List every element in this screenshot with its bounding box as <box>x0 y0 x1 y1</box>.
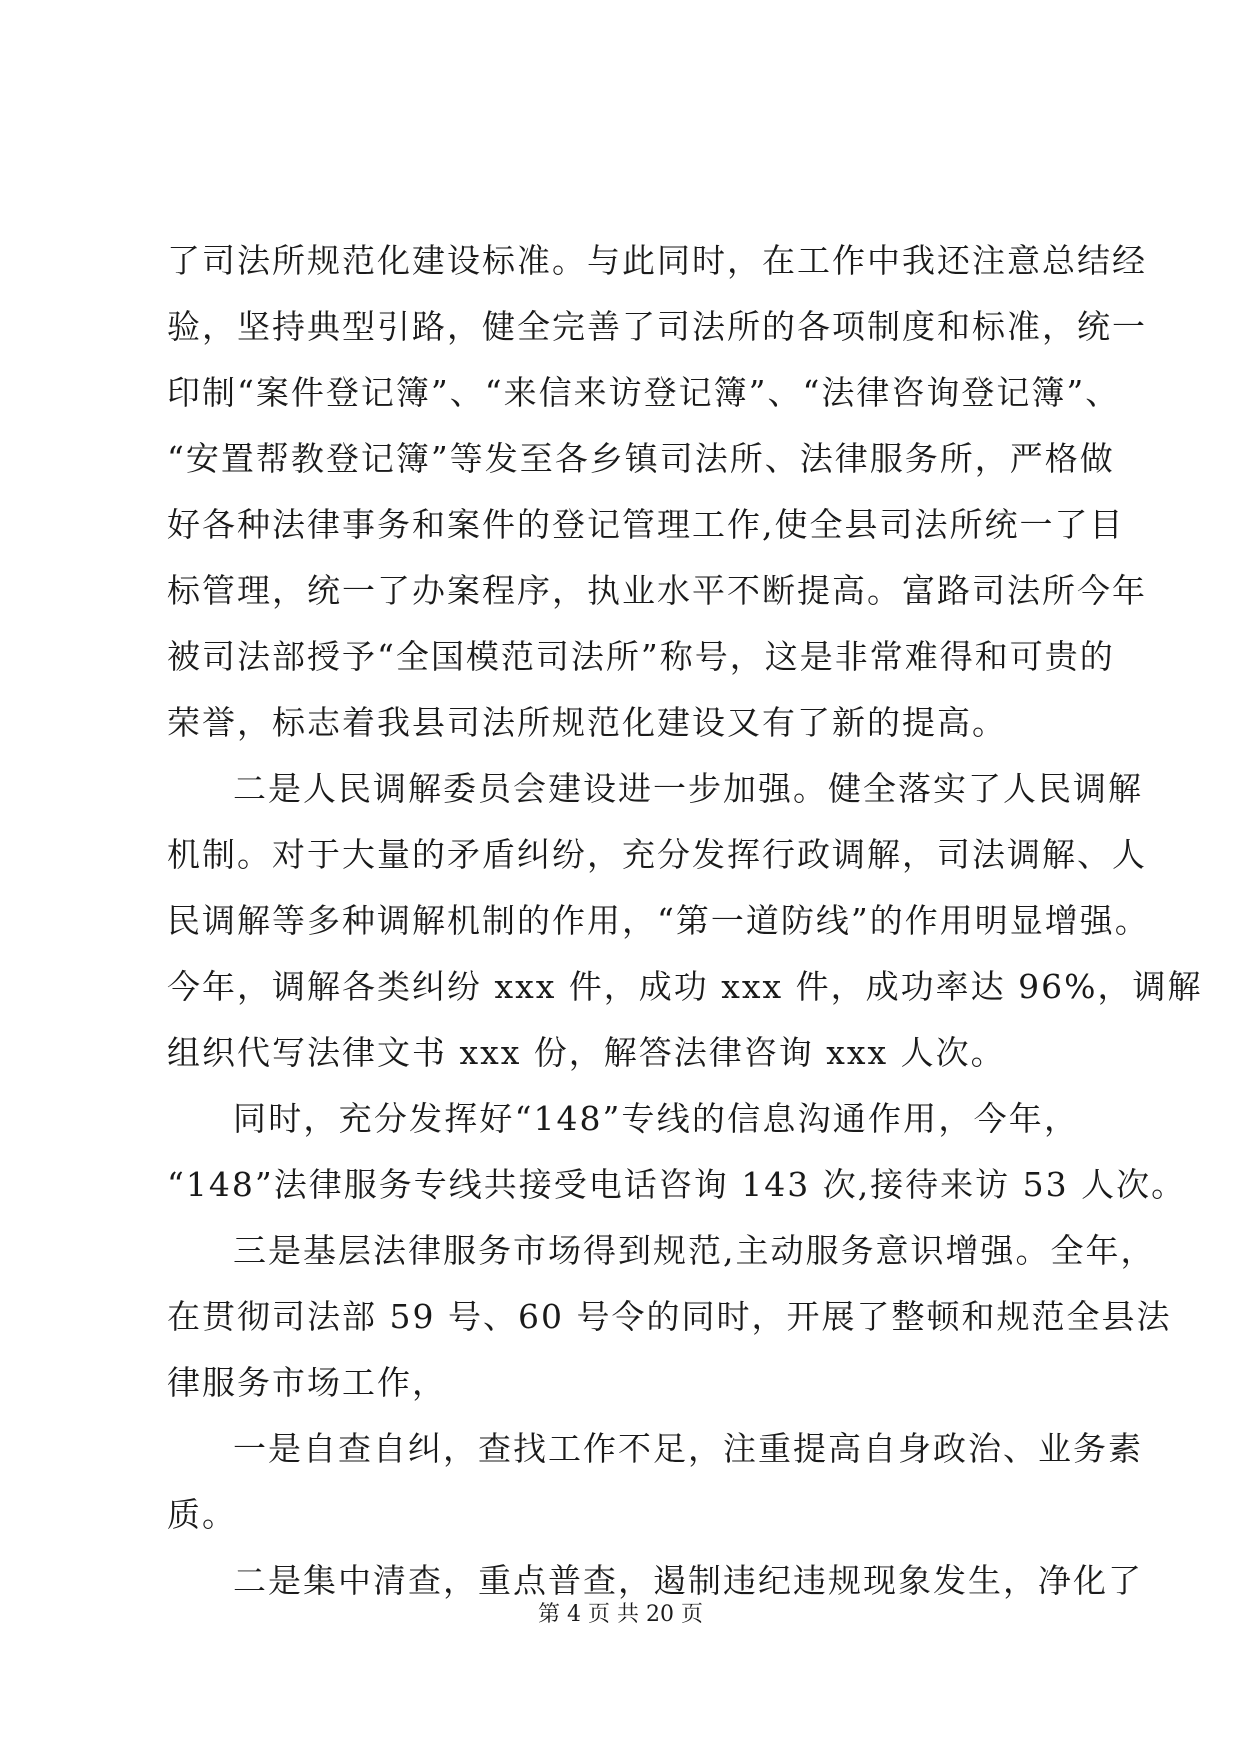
paragraph-start-line: 同时，充分发挥好“148”专线的信息沟通作用，今年， <box>233 1099 1079 1138</box>
page-number-footer: 第 4 页 共 20 页 <box>538 1602 703 1627</box>
text-line: “安置帮教登记簿”等发至各乡镇司法所、法律服务所，严格做 <box>167 439 1115 478</box>
text-line: 了司法所规范化建设标准。与此同时，在工作中我还注意总结经 <box>167 241 1147 280</box>
paragraph-start-line: 一是自查自纠，查找工作不足，注重提高自身政治、业务素 <box>233 1429 1143 1468</box>
text-line: 今年，调解各类纠纷 xxx 件，成功 xxx 件，成功率达 96%，调解 <box>167 967 1203 1006</box>
text-line: 质。 <box>167 1495 237 1534</box>
paragraph-start-line: 三是基层法律服务市场得到规范,主动服务意识增强。全年， <box>233 1231 1156 1270</box>
text-line: “148”法律服务专线共接受电话咨询 143 次,接待来访 53 人次。 <box>167 1165 1187 1204</box>
text-line: 标管理，统一了办案程序，执业水平不断提高。富路司法所今年 <box>167 571 1147 610</box>
paragraph-start-line: 二是人民调解委员会建设进一步加强。健全落实了人民调解 <box>233 769 1143 808</box>
text-line: 验，坚持典型引路，健全完善了司法所的各项制度和标准，统一 <box>167 307 1147 346</box>
text-line: 机制。对于大量的矛盾纠纷，充分发挥行政调解，司法调解、人 <box>167 835 1147 874</box>
text-line: 组织代写法律文书 xxx 份，解答法律咨询 xxx 人次。 <box>167 1033 1006 1072</box>
text-line: 律服务市场工作， <box>167 1363 447 1402</box>
text-line: 荣誉，标志着我县司法所规范化建设又有了新的提高。 <box>167 703 1007 742</box>
text-line: 被司法部授予“全国模范司法所”称号，这是非常难得和可贵的 <box>167 637 1115 676</box>
paragraph-start-line: 二是集中清查，重点普查，遏制违纪违规现象发生，净化了 <box>233 1561 1143 1600</box>
text-line: 印制“案件登记簿”、“来信来访登记簿”、“法律咨询登记簿”、 <box>167 373 1121 412</box>
document-body <box>167 228 1203 1614</box>
text-line: 好各种法律事务和案件的登记管理工作,使全县司法所统一了目 <box>167 505 1125 544</box>
text-line: 民调解等多种调解机制的作用，“第一道防线”的作用明显增强。 <box>167 901 1150 940</box>
text-line: 在贯彻司法部 59 号、60 号令的同时，开展了整顿和规范全县法 <box>167 1297 1172 1336</box>
